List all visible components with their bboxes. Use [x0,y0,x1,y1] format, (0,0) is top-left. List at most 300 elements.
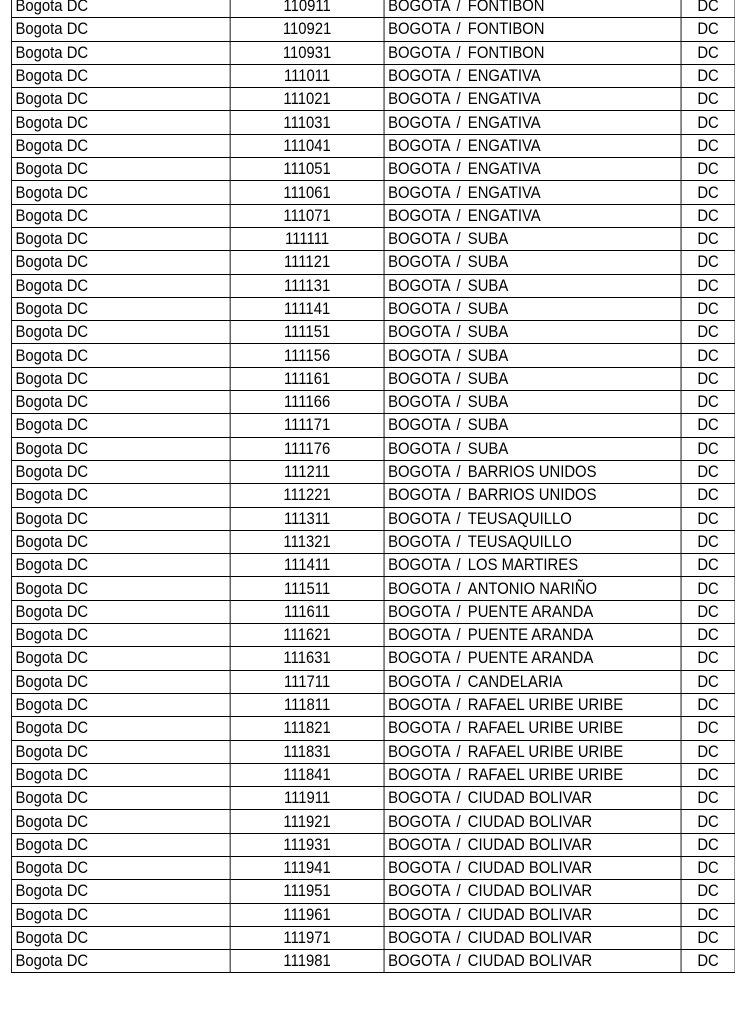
department-abbr-cell: DC [681,833,735,856]
separator-slash: / [452,393,461,412]
department-cell: Bogota DC [11,600,230,623]
city-text: BOGOTA [388,0,451,16]
city-text: BOGOTA [388,113,451,132]
department-cell: Bogota DC [11,880,230,903]
locality-text: ENGATIVA [467,183,541,202]
table-row [11,0,735,18]
locality-text: PUENTE ARANDA [467,649,594,668]
locality-text: RAFAEL URIBE URIBE [467,742,624,761]
department-cell: Bogota DC [11,88,230,111]
department-cell: Bogota DC [11,0,230,18]
city-text: BOGOTA [388,369,451,388]
separator-slash: / [452,579,461,598]
department-abbr-cell: DC [681,554,735,577]
separator-slash: / [452,509,461,528]
department-cell: Bogota DC [11,530,230,553]
locality-cell [384,507,681,530]
postal-code-cell: 111631 [230,647,384,670]
department-cell: Bogota DC [11,134,230,157]
department-cell: Bogota DC [11,437,230,460]
separator-slash: / [452,835,461,854]
city-text: BOGOTA [388,183,451,202]
table-row [11,484,735,507]
locality-cell [384,600,681,623]
locality-cell [384,717,681,740]
table-row [11,763,735,786]
table-row [11,274,735,297]
locality-text: SUBA [467,369,509,388]
locality-cell [384,344,681,367]
department-abbr-cell: DC [681,903,735,926]
city-text: BOGOTA [388,905,451,924]
department-cell: Bogota DC [11,624,230,647]
city-text: BOGOTA [388,463,451,482]
department-cell: Bogota DC [11,344,230,367]
city-text: BOGOTA [388,43,451,62]
locality-cell [384,414,681,437]
separator-slash: / [452,859,461,878]
locality-text: CIUDAD BOLIVAR [467,882,593,901]
city-text: BOGOTA [388,696,451,715]
postal-code-cell: 111166 [230,391,384,414]
locality-text: PUENTE ARANDA [467,602,594,621]
department-abbr-cell: DC [681,367,735,390]
table-row [11,88,735,111]
postal-code-cell: 111161 [230,367,384,390]
locality-text: CIUDAD BOLIVAR [467,835,593,854]
postal-code-cell: 111151 [230,321,384,344]
locality-cell [384,856,681,879]
locality-cell [384,111,681,134]
department-abbr-cell: DC [681,693,735,716]
locality-text: ENGATIVA [467,113,541,132]
department-abbr-cell: DC [681,460,735,483]
department-cell: Bogota DC [11,367,230,390]
postal-code-cell: 111841 [230,763,384,786]
postal-code-cell: 111211 [230,460,384,483]
city-text: BOGOTA [388,416,451,435]
city-text: BOGOTA [388,789,451,808]
locality-text: PUENTE ARANDA [467,626,594,645]
separator-slash: / [452,230,461,249]
separator-slash: / [452,905,461,924]
postal-code-cell: 111711 [230,670,384,693]
postal-code-cell: 111141 [230,297,384,320]
separator-slash: / [452,929,461,948]
locality-cell [384,740,681,763]
city-text: BOGOTA [388,929,451,948]
city-text: BOGOTA [388,812,451,831]
locality-text: SUBA [467,300,509,318]
locality-cell [384,321,681,344]
department-abbr-cell: DC [681,624,735,647]
separator-slash: / [452,719,461,738]
separator-slash: / [452,346,461,365]
city-text: BOGOTA [388,835,451,854]
locality-text: CANDELARIA [467,672,563,691]
department-abbr-cell: DC [681,344,735,367]
table-row [11,460,735,483]
locality-cell [384,204,681,227]
locality-text: FONTIBON [467,0,545,16]
separator-slash: / [452,952,461,971]
table-row [11,856,735,879]
city-text: BOGOTA [388,859,451,878]
department-cell: Bogota DC [11,507,230,530]
table-row [11,134,735,157]
table-row [11,670,735,693]
table-row [11,833,735,856]
table-row [11,18,735,41]
department-abbr-cell: DC [681,204,735,227]
department-abbr-cell: DC [681,577,735,600]
postal-code-cell: 111071 [230,204,384,227]
table-row [11,321,735,344]
city-text: BOGOTA [388,276,451,295]
table-row [11,647,735,670]
table-row [11,344,735,367]
postal-code-cell: 111811 [230,693,384,716]
locality-text: ENGATIVA [467,90,541,109]
locality-cell [384,810,681,833]
city-text: BOGOTA [388,765,451,784]
department-cell: Bogota DC [11,227,230,250]
locality-cell [384,647,681,670]
locality-text: TEUSAQUILLO [467,532,572,551]
separator-slash: / [452,369,461,388]
separator-slash: / [452,486,461,505]
postal-code-cell: 111021 [230,88,384,111]
postal-code-cell: 111011 [230,64,384,87]
department-abbr-cell: DC [681,41,735,64]
department-abbr-cell: DC [681,134,735,157]
department-abbr-cell: DC [681,530,735,553]
locality-cell [384,158,681,181]
locality-text: ENGATIVA [467,136,541,155]
department-abbr-cell: DC [681,787,735,810]
postal-code-cell: 111831 [230,740,384,763]
postal-code-cell: 111321 [230,530,384,553]
city-text: BOGOTA [388,20,451,39]
city-text: BOGOTA [388,626,451,645]
city-text: BOGOTA [388,579,451,598]
postal-code-sheet [11,0,735,1024]
locality-cell [384,227,681,250]
postal-code-table [11,0,735,973]
department-abbr-cell: DC [681,484,735,507]
locality-text: ANTONIO NARIÑO [467,579,598,598]
postal-code-cell: 111961 [230,903,384,926]
separator-slash: / [452,649,461,668]
department-abbr-cell: DC [681,763,735,786]
separator-slash: / [452,183,461,202]
postal-code-cell: 111176 [230,437,384,460]
department-abbr-cell: DC [681,810,735,833]
separator-slash: / [452,206,461,225]
city-text: BOGOTA [388,393,451,412]
postal-code-cell: 111821 [230,717,384,740]
locality-cell [384,950,681,973]
locality-cell [384,880,681,903]
locality-text: SUBA [467,323,509,342]
postal-code-cell: 111041 [230,134,384,157]
department-abbr-cell: DC [681,64,735,87]
department-abbr-cell: DC [681,88,735,111]
city-text: BOGOTA [388,532,451,551]
locality-text: CIUDAD BOLIVAR [467,952,593,971]
postal-code-cell: 111221 [230,484,384,507]
separator-slash: / [452,463,461,482]
department-cell: Bogota DC [11,740,230,763]
department-cell: Bogota DC [11,810,230,833]
postal-code-cell: 111171 [230,414,384,437]
city-text: BOGOTA [388,67,451,86]
postal-code-cell: 111031 [230,111,384,134]
locality-cell [384,577,681,600]
separator-slash: / [452,113,461,132]
postal-code-cell: 111121 [230,251,384,274]
table-row [11,64,735,87]
separator-slash: / [452,43,461,62]
postal-code-cell: 111911 [230,787,384,810]
department-cell: Bogota DC [11,297,230,320]
table-row [11,624,735,647]
postal-code-cell: 111111 [230,227,384,250]
locality-cell [384,88,681,111]
postal-code-cell: 110921 [230,18,384,41]
separator-slash: / [452,323,461,342]
table-row [11,530,735,553]
department-cell: Bogota DC [11,693,230,716]
locality-text: FONTIBON [467,43,545,62]
department-abbr-cell: DC [681,18,735,41]
department-abbr-cell: DC [681,600,735,623]
locality-text: SUBA [467,230,509,249]
department-abbr-cell: DC [681,856,735,879]
postal-code-cell: 111971 [230,926,384,949]
department-cell: Bogota DC [11,460,230,483]
department-cell: Bogota DC [11,833,230,856]
postal-code-cell: 111621 [230,624,384,647]
table-row [11,251,735,274]
locality-cell [384,297,681,320]
separator-slash: / [452,90,461,109]
separator-slash: / [452,696,461,715]
locality-cell [384,460,681,483]
department-cell: Bogota DC [11,64,230,87]
table-row [11,787,735,810]
separator-slash: / [452,812,461,831]
department-abbr-cell: DC [681,321,735,344]
separator-slash: / [452,672,461,691]
department-cell: Bogota DC [11,554,230,577]
table-row [11,158,735,181]
postal-code-cell: 111131 [230,274,384,297]
separator-slash: / [452,160,461,179]
locality-text: RAFAEL URIBE URIBE [467,765,624,784]
locality-cell [384,833,681,856]
locality-cell [384,554,681,577]
locality-text: CIUDAD BOLIVAR [467,905,593,924]
locality-text: FONTIBON [467,20,545,39]
department-cell: Bogota DC [11,484,230,507]
locality-text: SUBA [467,253,509,272]
department-abbr-cell: DC [681,740,735,763]
department-abbr-cell: DC [681,647,735,670]
locality-cell [384,670,681,693]
table-row [11,204,735,227]
table-row [11,437,735,460]
department-cell: Bogota DC [11,787,230,810]
city-text: BOGOTA [388,672,451,691]
separator-slash: / [452,789,461,808]
locality-cell [384,181,681,204]
separator-slash: / [452,439,461,458]
postal-code-cell: 111051 [230,158,384,181]
locality-text: BARRIOS UNIDOS [467,463,597,482]
department-cell: Bogota DC [11,321,230,344]
city-text: BOGOTA [388,323,451,342]
locality-text: RAFAEL URIBE URIBE [467,719,624,738]
locality-text: SUBA [467,393,509,412]
city-text: BOGOTA [388,486,451,505]
locality-text: CIUDAD BOLIVAR [467,859,593,878]
separator-slash: / [452,136,461,155]
postal-code-cell: 111156 [230,344,384,367]
table-row [11,181,735,204]
separator-slash: / [452,67,461,86]
department-cell: Bogota DC [11,717,230,740]
locality-text: ENGATIVA [467,160,541,179]
city-text: BOGOTA [388,160,451,179]
locality-text: CIUDAD BOLIVAR [467,812,593,831]
department-cell: Bogota DC [11,18,230,41]
department-abbr-cell: DC [681,111,735,134]
locality-cell [384,251,681,274]
table-row [11,507,735,530]
table-row [11,577,735,600]
department-cell: Bogota DC [11,251,230,274]
locality-cell [384,903,681,926]
department-cell: Bogota DC [11,111,230,134]
separator-slash: / [452,276,461,295]
department-abbr-cell: DC [681,880,735,903]
department-abbr-cell: DC [681,670,735,693]
locality-text: ENGATIVA [467,67,541,86]
postal-code-cell: 111981 [230,950,384,973]
postal-code-cell: 111951 [230,880,384,903]
separator-slash: / [452,0,461,16]
city-text: BOGOTA [388,300,451,318]
locality-text: TEUSAQUILLO [467,509,572,528]
department-cell: Bogota DC [11,577,230,600]
locality-cell [384,624,681,647]
city-text: BOGOTA [388,230,451,249]
department-cell: Bogota DC [11,274,230,297]
department-abbr-cell: DC [681,950,735,973]
department-abbr-cell: DC [681,926,735,949]
city-text: BOGOTA [388,556,451,575]
city-text: BOGOTA [388,509,451,528]
department-abbr-cell: DC [681,158,735,181]
postal-code-cell: 111611 [230,600,384,623]
locality-cell [384,41,681,64]
department-cell: Bogota DC [11,763,230,786]
city-text: BOGOTA [388,719,451,738]
table-row [11,391,735,414]
locality-text: CIUDAD BOLIVAR [467,789,593,808]
table-row [11,693,735,716]
locality-cell [384,437,681,460]
locality-cell [384,391,681,414]
table-row [11,41,735,64]
department-abbr-cell: DC [681,297,735,320]
locality-text: ENGATIVA [467,206,541,225]
table-row [11,367,735,390]
locality-text: SUBA [467,416,509,435]
department-cell: Bogota DC [11,670,230,693]
table-row [11,111,735,134]
department-cell: Bogota DC [11,414,230,437]
city-text: BOGOTA [388,206,451,225]
department-cell: Bogota DC [11,204,230,227]
department-cell: Bogota DC [11,926,230,949]
separator-slash: / [452,416,461,435]
locality-cell [384,367,681,390]
department-abbr-cell: DC [681,274,735,297]
locality-cell [384,530,681,553]
locality-text: BARRIOS UNIDOS [467,486,597,505]
locality-text: SUBA [467,439,509,458]
postal-code-rows [11,0,735,973]
locality-text: CIUDAD BOLIVAR [467,929,593,948]
department-abbr-cell: DC [681,717,735,740]
postal-code-cell: 110911 [230,0,384,18]
locality-cell [384,274,681,297]
postal-code-cell: 111931 [230,833,384,856]
separator-slash: / [452,300,461,318]
postal-code-cell: 111061 [230,181,384,204]
city-text: BOGOTA [388,649,451,668]
department-abbr-cell: DC [681,507,735,530]
table-row [11,717,735,740]
separator-slash: / [452,556,461,575]
table-row [11,297,735,320]
separator-slash: / [452,532,461,551]
department-abbr-cell: DC [681,414,735,437]
locality-text: RAFAEL URIBE URIBE [467,696,624,715]
table-row [11,740,735,763]
locality-cell [384,693,681,716]
city-text: BOGOTA [388,742,451,761]
city-text: BOGOTA [388,346,451,365]
department-abbr-cell: DC [681,251,735,274]
locality-cell [384,763,681,786]
separator-slash: / [452,20,461,39]
department-abbr-cell: DC [681,0,735,18]
separator-slash: / [452,742,461,761]
postal-code-cell: 111941 [230,856,384,879]
department-cell: Bogota DC [11,41,230,64]
department-cell: Bogota DC [11,647,230,670]
locality-text: SUBA [467,346,509,365]
department-abbr-cell: DC [681,181,735,204]
table-row [11,903,735,926]
department-cell: Bogota DC [11,903,230,926]
separator-slash: / [452,882,461,901]
locality-cell [384,18,681,41]
postal-code-cell: 111311 [230,507,384,530]
